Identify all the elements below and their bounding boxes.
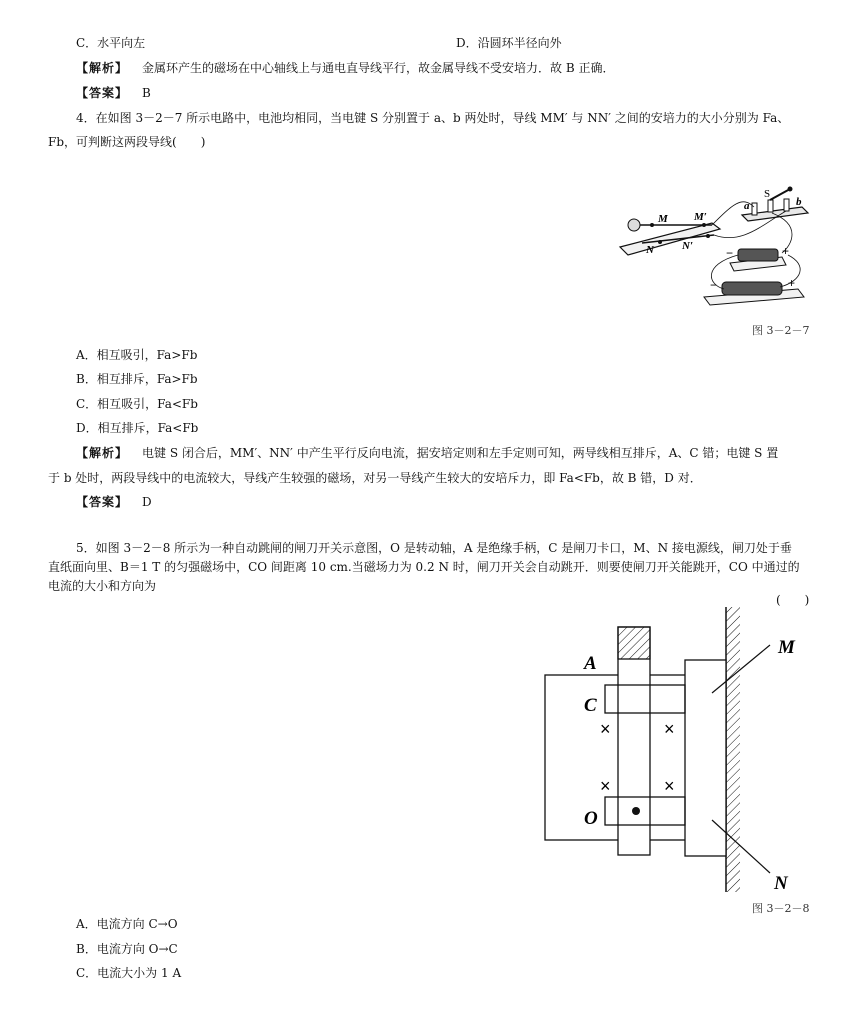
label-b: b (796, 196, 802, 208)
q4-analysis-line1 (76, 445, 778, 462)
q5-option-c: C．电流大小为 1 A (76, 966, 182, 980)
cross-icon: × (664, 719, 675, 739)
analysis-text: 金属环产生的磁场在中心轴线上与通电直导线平行，故金属导线不受安培力．故 B 正确． (142, 61, 615, 75)
knife-switch (770, 189, 790, 200)
plus-2: + (788, 276, 796, 290)
q5-option-b: B．电流方向 O→C (76, 942, 178, 956)
q4-option-b: B．相互排斥，Fa>Fb (76, 372, 198, 386)
analysis-text: 电键 S 闭合后，MM′、NN′ 中产生平行反向电流，据安培定则和左手定则可知，两导线相互排斥，A、C 错；电键 S 置 (142, 446, 779, 460)
battery-1 (738, 249, 778, 261)
analysis-tag: 【解析】 (76, 446, 129, 460)
label-n: N (646, 244, 654, 256)
answer-value: D (142, 495, 152, 509)
answer-tag: 【答案】 (76, 495, 129, 509)
figure-3-2-7-caption: 图 3－2－7 (752, 324, 810, 337)
q5-option-a: A．电流方向 C→O (76, 917, 178, 931)
figure-3-2-8 (530, 605, 820, 897)
label-a: A (584, 653, 597, 674)
cross-icon: × (600, 719, 611, 739)
q4-answer (76, 494, 152, 511)
label-m-prime: M′ (694, 211, 707, 223)
figure-3-2-8-caption: 图 3－2－8 (752, 902, 810, 915)
label-n: N (774, 873, 788, 894)
q3-option-d: D．沿圆环半径向外 (456, 36, 562, 50)
plus-1: + (782, 244, 790, 258)
minus-2: − (710, 278, 718, 292)
q3-answer (76, 85, 151, 102)
q3-option-c: C．水平向左 (76, 36, 146, 50)
battery-2 (722, 282, 782, 295)
q3-analysis (76, 60, 614, 77)
q4-option-c: C．相互吸引，Fa<Fb (76, 397, 198, 411)
label-a: a (744, 200, 750, 212)
knife-blade (618, 627, 650, 855)
label-o: O (584, 808, 598, 829)
label-s: S (764, 188, 771, 200)
q4-option-d: D．相互排斥，Fa<Fb (76, 421, 199, 435)
label-m: M (658, 213, 668, 225)
q5-stem-line1: 5．如图 3－2－8 所示为一种自动跳闸的闸刀开关示意图，O 是转动轴，A 是绝缘手柄，C 是闸刀卡口，M、N 接电源线，闸刀处于垂 (76, 541, 792, 555)
answer-tag: 【答案】 (76, 86, 129, 100)
analysis-tag: 【解析】 (76, 61, 129, 75)
label-n-prime: N′ (682, 240, 694, 252)
answer-value: B (142, 86, 151, 100)
bulb-icon (628, 219, 640, 231)
cross-icon: × (664, 776, 675, 796)
label-c: C (584, 695, 597, 716)
minus-1: − (726, 246, 734, 260)
q4-analysis-line2: 于 b 处时，两段导线中的电流较大，导线产生较强的磁场，对另一导线产生较大的安培斥力，即 Fa<Fb，故 B 错，D 对． (48, 471, 702, 485)
label-m: M (778, 637, 795, 658)
q5-stem-line3: 电流的大小和方向为 (48, 579, 157, 593)
wall-hatch (726, 607, 740, 892)
q5-bracket: ( ) (776, 593, 810, 607)
q4-stem-line1: 4．在如图 3－2－7 所示电路中，电池均相同，当电键 S 分别置于 a、b 两处时，导线 MM′ 与 NN′ 之间的安培力的大小分别为 Fa、 (76, 111, 790, 125)
figure-3-2-7 (612, 185, 812, 310)
q4-stem-line2: Fb，可判断这两段导线( ) (48, 135, 206, 149)
cross-icon: × (600, 776, 611, 796)
q4-option-a: A．相互吸引，Fa>Fb (76, 348, 198, 362)
q5-stem-line2: 直纸面向里、B＝1 T 的匀强磁场中，CO 间距离 10 cm.当磁场力为 0.2 N 时，闸刀开关会自动跳开．则要使闸刀开关能跳开，CO 中通过的 (48, 560, 800, 574)
insulated-handle (618, 627, 650, 659)
pivot-dot (632, 807, 640, 815)
